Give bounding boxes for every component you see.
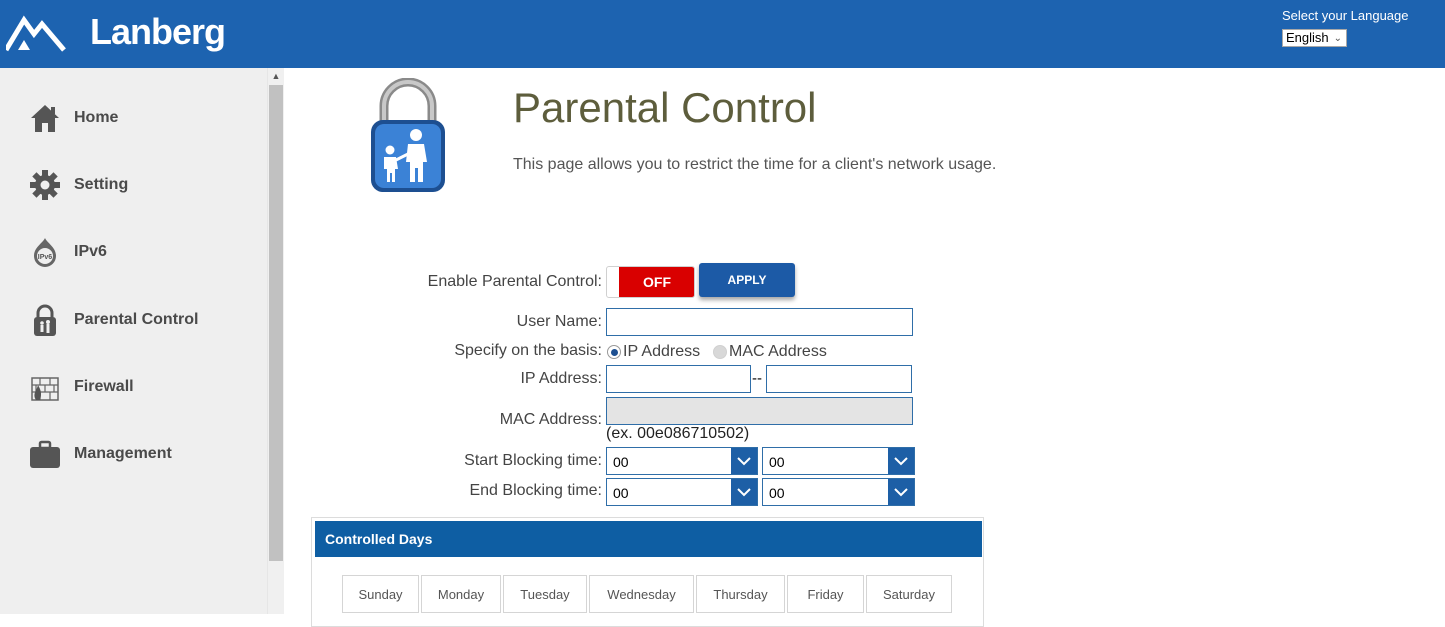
day-saturday[interactable]: Saturday	[866, 575, 952, 613]
day-wednesday[interactable]: Wednesday	[589, 575, 694, 613]
brand-logo[interactable]	[6, 6, 225, 52]
mountain-logo-icon	[6, 12, 88, 52]
page-title: Parental Control	[513, 84, 817, 131]
day-thursday[interactable]: Thursday	[696, 575, 785, 613]
user-name-input[interactable]	[606, 308, 913, 336]
mac-address-label: MAC Address:	[499, 411, 602, 428]
sidebar-item-label: Firewall	[74, 378, 134, 395]
language-label: Select your Language	[1282, 8, 1409, 23]
end-hour-select[interactable]	[606, 478, 758, 506]
sidebar-item-label: Setting	[74, 176, 129, 193]
sidebar-item-firewall[interactable]	[28, 367, 258, 407]
start-hour-value: 00	[613, 454, 629, 470]
mac-address-radio[interactable]	[713, 345, 727, 359]
enable-parental-control-label: Enable Parental Control:	[427, 273, 602, 290]
scroll-up-icon[interactable]: ▲	[268, 68, 284, 84]
ip-range-separator: --	[752, 370, 762, 387]
sidebar-item-setting[interactable]	[28, 165, 258, 205]
sidebar-item-ipv6[interactable]	[28, 232, 258, 272]
chevron-down-icon	[731, 448, 757, 474]
ip-address-start-input[interactable]	[606, 365, 751, 393]
chevron-down-icon	[888, 448, 914, 474]
mac-address-radio-label: MAC Address	[729, 343, 827, 360]
chevron-down-icon	[888, 479, 914, 505]
end-hour-value: 00	[613, 485, 629, 501]
page-description: This page allows you to restrict the time for a client's network usage.	[513, 156, 997, 173]
sidebar-item-management[interactable]	[28, 434, 258, 474]
day-friday[interactable]: Friday	[787, 575, 864, 613]
scroll-thumb[interactable]	[269, 85, 283, 561]
toggle-state: OFF	[619, 267, 695, 297]
ipv6-icon	[28, 235, 62, 269]
chevron-down-icon: ⌄	[1333, 33, 1342, 44]
ip-address-end-input[interactable]	[766, 365, 912, 393]
sidebar-item-label: Parental Control	[74, 311, 199, 328]
end-blocking-time-label: End Blocking time:	[469, 482, 602, 499]
sidebar-item-label: Home	[74, 109, 119, 126]
basis-label: Specify on the basis:	[454, 342, 602, 359]
parental-control-toggle[interactable]	[606, 266, 695, 298]
end-minute-select[interactable]	[762, 478, 915, 506]
gear-icon	[28, 168, 62, 202]
sidebar-scrollbar[interactable]	[267, 68, 284, 614]
sidebar-item-parental-control[interactable]	[28, 300, 258, 340]
start-minute-value: 00	[769, 454, 785, 470]
sidebar	[0, 68, 267, 614]
day-tuesday[interactable]: Tuesday	[503, 575, 587, 613]
mac-address-input[interactable]	[606, 397, 913, 425]
language-select[interactable]	[1282, 29, 1347, 47]
day-monday[interactable]: Monday	[421, 575, 501, 613]
parental-lock-icon	[368, 78, 448, 199]
ip-address-radio-label: IP Address	[623, 343, 701, 360]
day-sunday[interactable]: Sunday	[342, 575, 419, 613]
user-name-label: User Name:	[516, 313, 602, 330]
mac-address-hint: (ex. 00e086710502)	[606, 425, 750, 442]
sidebar-item-home[interactable]	[28, 98, 258, 138]
language-selected-value: English	[1286, 30, 1329, 45]
apply-button[interactable]: APPLY	[699, 263, 795, 297]
ip-address-radio[interactable]	[607, 345, 621, 359]
svg-text:IPv6: IPv6	[37, 254, 53, 261]
start-minute-select[interactable]	[762, 447, 915, 475]
chevron-down-icon	[731, 479, 757, 505]
ip-address-label: IP Address:	[520, 370, 602, 387]
brand-name: Lanberg	[90, 11, 226, 52]
start-hour-select[interactable]	[606, 447, 758, 475]
briefcase-icon	[28, 437, 62, 471]
lock-icon	[28, 303, 62, 337]
firewall-icon	[28, 370, 62, 404]
start-blocking-time-label: Start Blocking time:	[464, 452, 602, 469]
sidebar-item-label: IPv6	[74, 243, 107, 260]
sidebar-item-label: Management	[74, 445, 172, 462]
top-header	[0, 0, 1445, 68]
home-icon	[28, 101, 62, 135]
end-minute-value: 00	[769, 485, 785, 501]
controlled-days-header: Controlled Days	[315, 521, 982, 557]
